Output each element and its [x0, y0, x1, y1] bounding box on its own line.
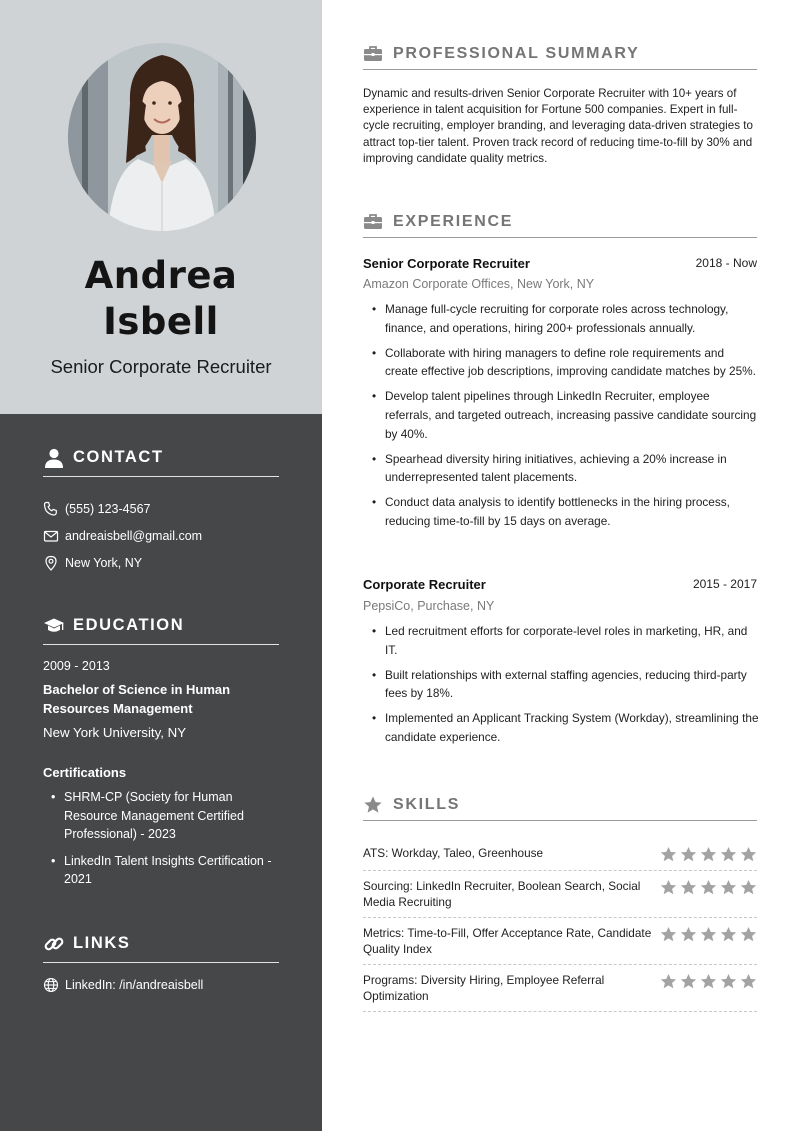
briefcase-icon — [363, 212, 383, 232]
summary-heading-label: PROFESSIONAL SUMMARY — [393, 45, 640, 62]
skill-rating — [660, 878, 757, 896]
list-item: • SHRM-CP (Society for Human Resource Management Certified Professional) - 2023 — [43, 788, 283, 844]
job-title-headline: Senior Corporate Recruiter — [50, 356, 272, 377]
job-1-title: Senior Corporate Recruiter — [363, 256, 530, 271]
star-icon — [680, 879, 697, 896]
job-2-bullets — [363, 622, 759, 753]
star-icon — [720, 879, 737, 896]
job-1-company: Amazon Corporate Offices, New York, NY — [363, 277, 595, 291]
job-2-company: PepsiCo, Purchase, NY — [363, 599, 495, 613]
first-name: Andrea — [84, 254, 238, 297]
star-icon — [680, 973, 697, 990]
location-pin-icon — [43, 555, 59, 571]
linkedin-text: LinkedIn: /in/andreaisbell — [65, 978, 204, 992]
phone-text: (555) 123-4567 — [65, 502, 151, 516]
experience-heading-label: EXPERIENCE — [393, 213, 514, 230]
summary-text: Dynamic and results-driven Senior Corporate Recruiter with 10+ years of experience in talent acquisition for Fortune 500 companies. Expert in full-cycle recruiting, employer branding, and leveraging data-driven strategies to attract top-tier talent. Proven track record of reducing time-to-fill by 30% and improving candidate quality metrics. — [363, 87, 753, 165]
contact-phone[interactable] — [43, 501, 150, 517]
phone-icon — [43, 501, 59, 517]
skills-heading-label: SKILLS — [393, 796, 461, 813]
certifications-heading: Certifications — [43, 765, 127, 780]
skills-heading — [363, 795, 757, 821]
skill-name: Metrics: Time-to-Fill, Offer Acceptance Rate, Candidate Quality Index — [363, 926, 652, 956]
education-heading-label: EDUCATION — [73, 616, 185, 634]
skill-name: Sourcing: LinkedIn Recruiter, Boolean Search, Social Media Recruiting — [363, 879, 641, 909]
globe-icon — [43, 977, 59, 993]
star-icon — [700, 973, 717, 990]
certifications-list — [43, 788, 283, 897]
star-icon — [700, 926, 717, 943]
list-item: • Manage full-cycle recruiting for corporate roles across technology, finance, and operations, hiring 200+ professionals annually. — [363, 300, 759, 338]
profile-photo — [68, 43, 256, 231]
education-years: 2009 - 2013 — [43, 659, 110, 673]
star-icon — [363, 795, 383, 815]
star-icon — [660, 926, 677, 943]
skills-list — [363, 838, 757, 1012]
star-icon — [660, 846, 677, 863]
star-icon — [720, 926, 737, 943]
last-name: Isbell — [103, 300, 219, 343]
email-text: andreaisbell@gmail.com — [65, 529, 203, 543]
star-icon — [720, 846, 737, 863]
list-item: • Conduct data analysis to identify bottlenecks in the hiring process, reducing time-to-fill by 15 days on average. — [363, 493, 759, 531]
school-name: New York University, NY — [43, 725, 187, 740]
skill-name: ATS: Workday, Taleo, Greenhouse — [363, 846, 544, 860]
star-icon — [740, 926, 757, 943]
skill-name: Programs: Diversity Hiring, Employee Referral Optimization — [363, 973, 605, 1003]
location-text: New York, NY — [65, 556, 143, 570]
list-item: • Led recruitment efforts for corporate-level roles in marketing, HR, and IT. — [363, 622, 759, 660]
contact-heading — [43, 447, 279, 477]
star-icon — [720, 973, 737, 990]
link-icon — [43, 933, 65, 955]
job-2-dates: 2015 - 2017 — [692, 577, 757, 591]
briefcase-icon — [363, 44, 383, 64]
skill-rating — [660, 925, 757, 943]
links-heading-label: LINKS — [73, 934, 131, 952]
skill-row — [363, 918, 757, 965]
list-item: • Spearhead diversity hiring initiatives, achieving a 20% increase in underrepresented talent placements. — [363, 450, 759, 488]
contact-email[interactable] — [43, 528, 202, 544]
job-2-title: Corporate Recruiter — [363, 577, 486, 592]
job-1-dates: 2018 - Now — [695, 256, 757, 270]
links-heading — [43, 933, 279, 963]
skill-row — [363, 871, 757, 918]
star-icon — [740, 846, 757, 863]
star-icon — [700, 879, 717, 896]
skill-row — [363, 965, 757, 1012]
user-icon — [43, 447, 65, 469]
degree-line-1: Bachelor of Science in Human — [43, 682, 231, 697]
star-icon — [680, 926, 697, 943]
list-item: • Built relationships with external staffing agencies, reducing third-party fees by 18%. — [363, 666, 759, 704]
degree-line-2: Resources Management — [43, 701, 193, 716]
skill-rating — [660, 972, 757, 990]
summary-heading — [363, 44, 757, 70]
list-item: • LinkedIn Talent Insights Certification - 2021 — [43, 852, 283, 889]
sidebar — [0, 0, 322, 1131]
star-icon — [660, 973, 677, 990]
star-icon — [700, 846, 717, 863]
mail-icon — [43, 528, 59, 544]
contact-location — [43, 555, 142, 571]
star-icon — [680, 846, 697, 863]
star-icon — [740, 973, 757, 990]
star-icon — [740, 879, 757, 896]
skill-row — [363, 838, 757, 871]
list-item: • Collaborate with hiring managers to define role requirements and create effective job descriptions, improving candidate matches by 25%. — [363, 344, 759, 382]
contact-heading-label: CONTACT — [73, 448, 164, 466]
linkedin-link[interactable] — [43, 977, 203, 993]
education-heading — [43, 615, 279, 645]
star-icon — [660, 879, 677, 896]
job-1-bullets — [363, 300, 759, 537]
experience-heading — [363, 212, 757, 238]
profile-header — [0, 0, 322, 414]
list-item: • Implemented an Applicant Tracking System (Workday), streamlining the candidate experience. — [363, 709, 759, 747]
skill-rating — [660, 845, 757, 863]
graduation-cap-icon — [43, 615, 65, 637]
list-item: • Develop talent pipelines through LinkedIn Recruiter, employee referrals, and targeted outreach, increasing passive candidate sourcing by 40%. — [363, 387, 759, 443]
